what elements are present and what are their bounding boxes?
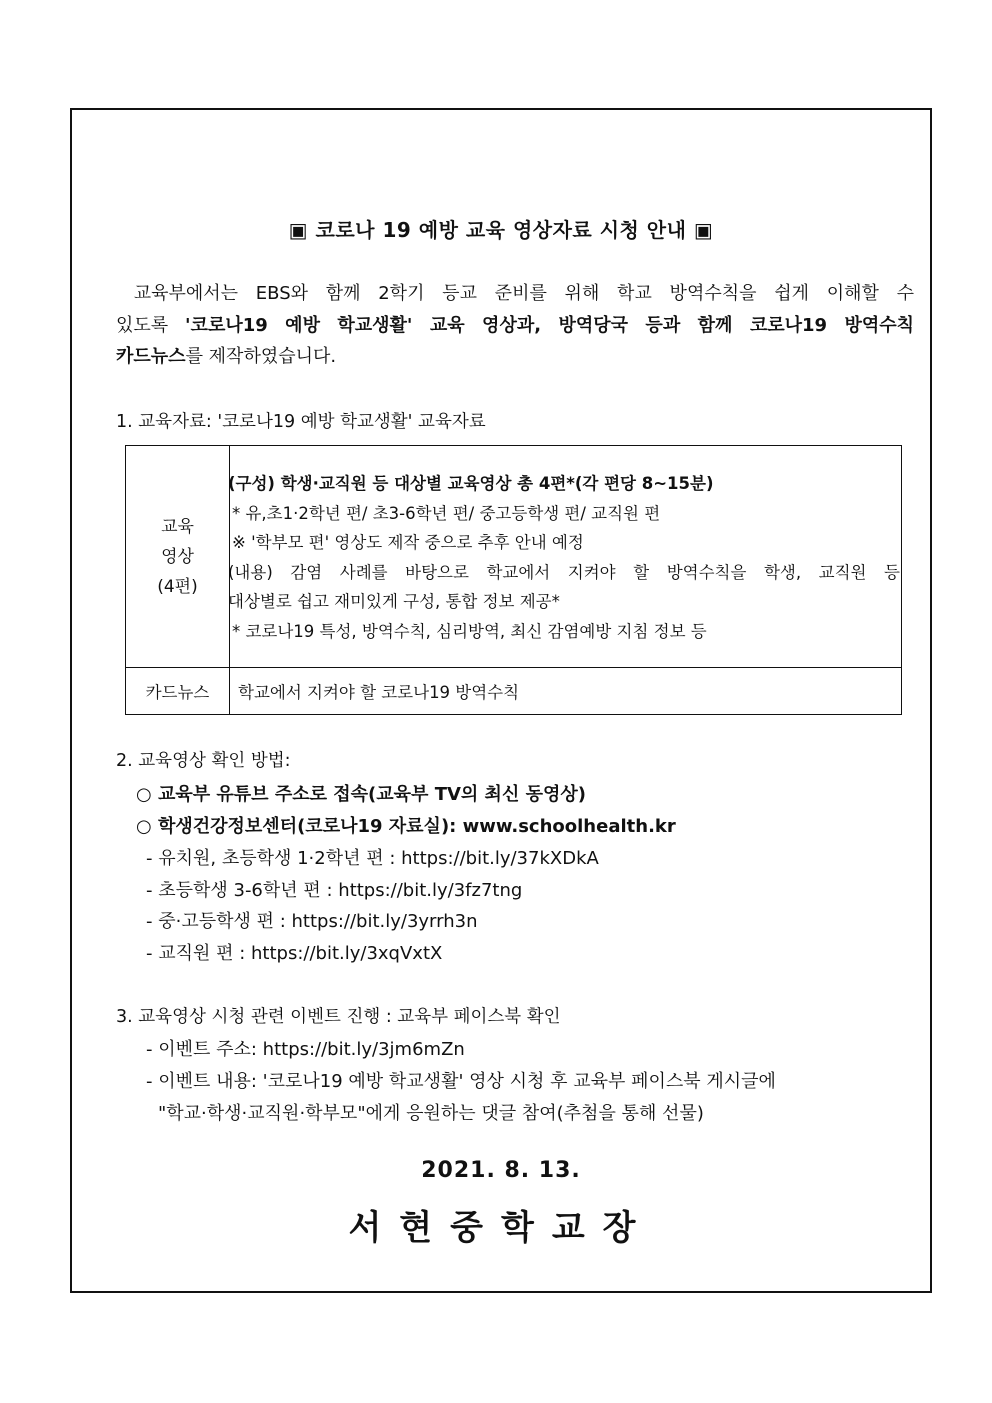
event-content-cont: "학교·학생·교직원·학부모"에게 응원하는 댓글 참여(추첨을 통해 선물) [158,1103,704,1124]
principal-signature: 서현중학교장 [348,1208,654,1248]
video-content-cont: 대상별로 쉽고 재미있게 구성, 통합 정보 제공* [228,592,560,611]
intro-line-3-post: 를 제작하였습니다. [185,346,337,367]
intro-line-1 [116,278,914,310]
materials-table [125,445,902,715]
health-center-bullet: ○ 학생건강정보센터(코로나19 자료실): www.schoolhealth.kr [136,816,676,837]
parent-video-note: ※ '학부모 편' 영상도 제작 중으로 추후 안내 예정 [232,533,584,552]
intro-line-2-pre: 있도록 [116,314,186,336]
video-label-line-2: 영상 [161,547,194,567]
video-composition-note: * 유,초1·2학년 편/ 초3-6학년 편/ 중고등학생 편/ 교직원 편 [232,504,661,523]
link-staff[interactable]: - 교직원 편 : https://bit.ly/3xqVxtX [146,943,443,964]
intro-line-3 [116,341,914,373]
intro-line-2 [116,310,914,342]
event-content: - 이벤트 내용: '코로나19 예방 학교생활' 영상 시청 후 교육부 페이스북 게시글에 [146,1071,776,1092]
cardnews-row-value: 학교에서 지켜야 할 코로나19 방역수칙 [238,683,520,702]
link-elementary[interactable]: - 초등학생 3-6학년 편 : https://bit.ly/3fz7tng [146,880,523,901]
intro-line-1-text: 교육부에서는 EBS와 함께 2학기 등교 준비를 위해 학교 방역수칙을 쉽게 이해할 수 [133,283,914,304]
section1-heading: 1. 교육자료: '코로나19 예방 학교생활' 교육자료 [116,412,486,432]
table-row-divider [126,667,901,668]
youtube-bullet: ○ 교육부 유튜브 주소로 접속(교육부 TV의 최신 동영상) [136,784,586,805]
link-kindergarten[interactable]: - 유치원, 초등학생 1·2학년 편 : https://bit.ly/37kXDkA [146,848,599,869]
video-composition: (구성) 학생·교직원 등 대상별 교육영상 총 4편*(각 편당 8~15분) [228,474,714,493]
video-label-line-3: (4편) [157,577,198,597]
event-address[interactable]: - 이벤트 주소: https://bit.ly/3jm6mZn [146,1039,465,1060]
video-content-note: * 코로나19 특성, 방역수칙, 심리방역, 최신 감염예방 지침 정보 등 [232,622,707,641]
intro-line-2-bold: '코로나19 예방 학교생활' 교육 영상과, 방역당국 등과 함께 코로나19 방역수칙 [185,314,915,336]
video-label-line-1: 교육 [161,517,194,537]
intro-line-3-bold: 카드뉴스 [116,346,186,367]
intro-paragraph [116,278,914,373]
cardnews-row-label: 카드뉴스 [145,683,210,702]
video-row-label [126,512,229,602]
link-middle-high[interactable]: - 중·고등학생 편 : https://bit.ly/3yrrh3n [146,911,478,932]
section2-heading: 2. 교육영상 확인 방법: [116,751,291,771]
document-title: ▣ 코로나 19 예방 교육 영상자료 시청 안내 ▣ [288,218,714,242]
document-date: 2021. 8. 13. [421,1158,581,1183]
section3-heading: 3. 교육영상 시청 관련 이벤트 진행 : 교육부 페이스북 확인 [116,1007,561,1027]
document-frame [70,108,932,1293]
video-content: (내용) 감염 사례를 바탕으로 학교에서 지켜야 할 방역수칙을 학생, 교직원 등 [228,563,900,582]
